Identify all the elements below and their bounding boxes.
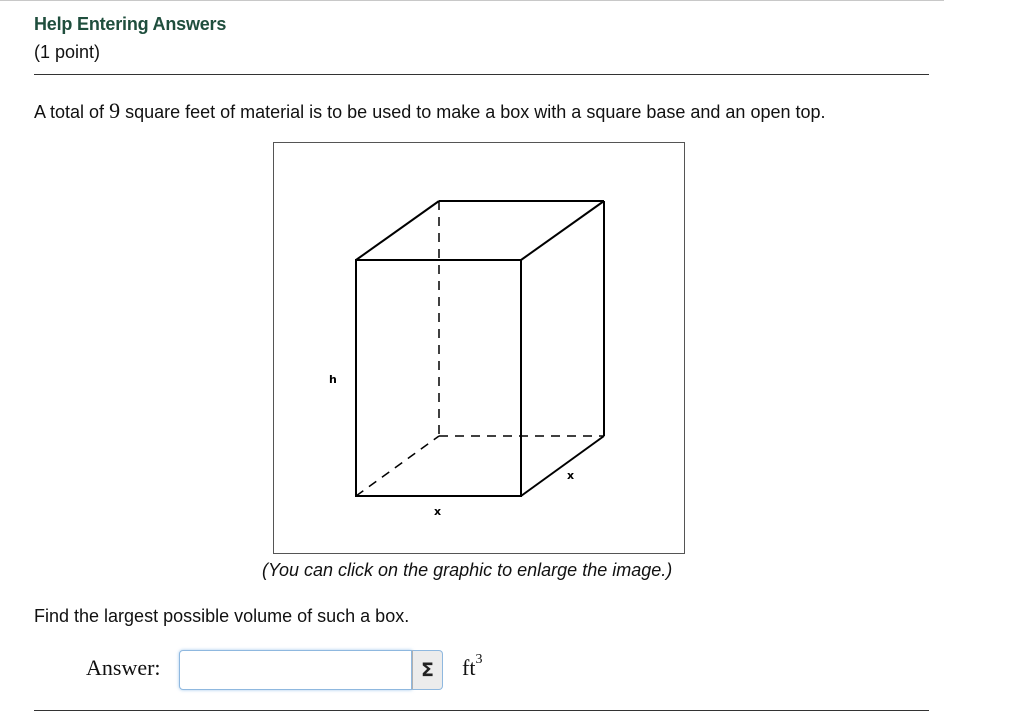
unit-base: ft <box>462 655 476 680</box>
header-divider <box>34 74 929 75</box>
bottom-right-edge <box>521 436 604 496</box>
problem-text-before: A total of <box>34 102 110 122</box>
equation-editor-button[interactable]: Σ <box>412 650 443 690</box>
box-diagram-svg <box>274 143 684 553</box>
answer-unit <box>462 652 483 681</box>
question-text: Find the largest possible volume of such a box. <box>34 606 410 626</box>
point-value: (1 point) <box>34 42 101 62</box>
figure-caption: (You can click on the graphic to enlarge the image.) <box>262 560 673 580</box>
box-diagram[interactable] <box>273 142 685 554</box>
material-amount: 9 <box>109 98 121 123</box>
help-entering-answers-link[interactable]: Help Entering Answers <box>34 14 227 34</box>
label-x-side: x <box>567 469 575 482</box>
top-border <box>0 0 944 1</box>
footer-divider <box>34 710 929 711</box>
top-left-edge <box>356 201 439 260</box>
label-h: h <box>329 373 337 386</box>
problem-statement <box>34 98 826 124</box>
label-x-front: x <box>434 505 442 518</box>
hidden-bottom-left-edge <box>356 436 439 496</box>
answer-input[interactable] <box>179 650 412 690</box>
top-right-edge <box>521 201 604 260</box>
answer-label: Answer: <box>86 655 161 680</box>
problem-text-after: square feet of material is to be used to make a box with a square base and an open top. <box>120 102 826 122</box>
unit-exponent: 3 <box>475 652 483 667</box>
